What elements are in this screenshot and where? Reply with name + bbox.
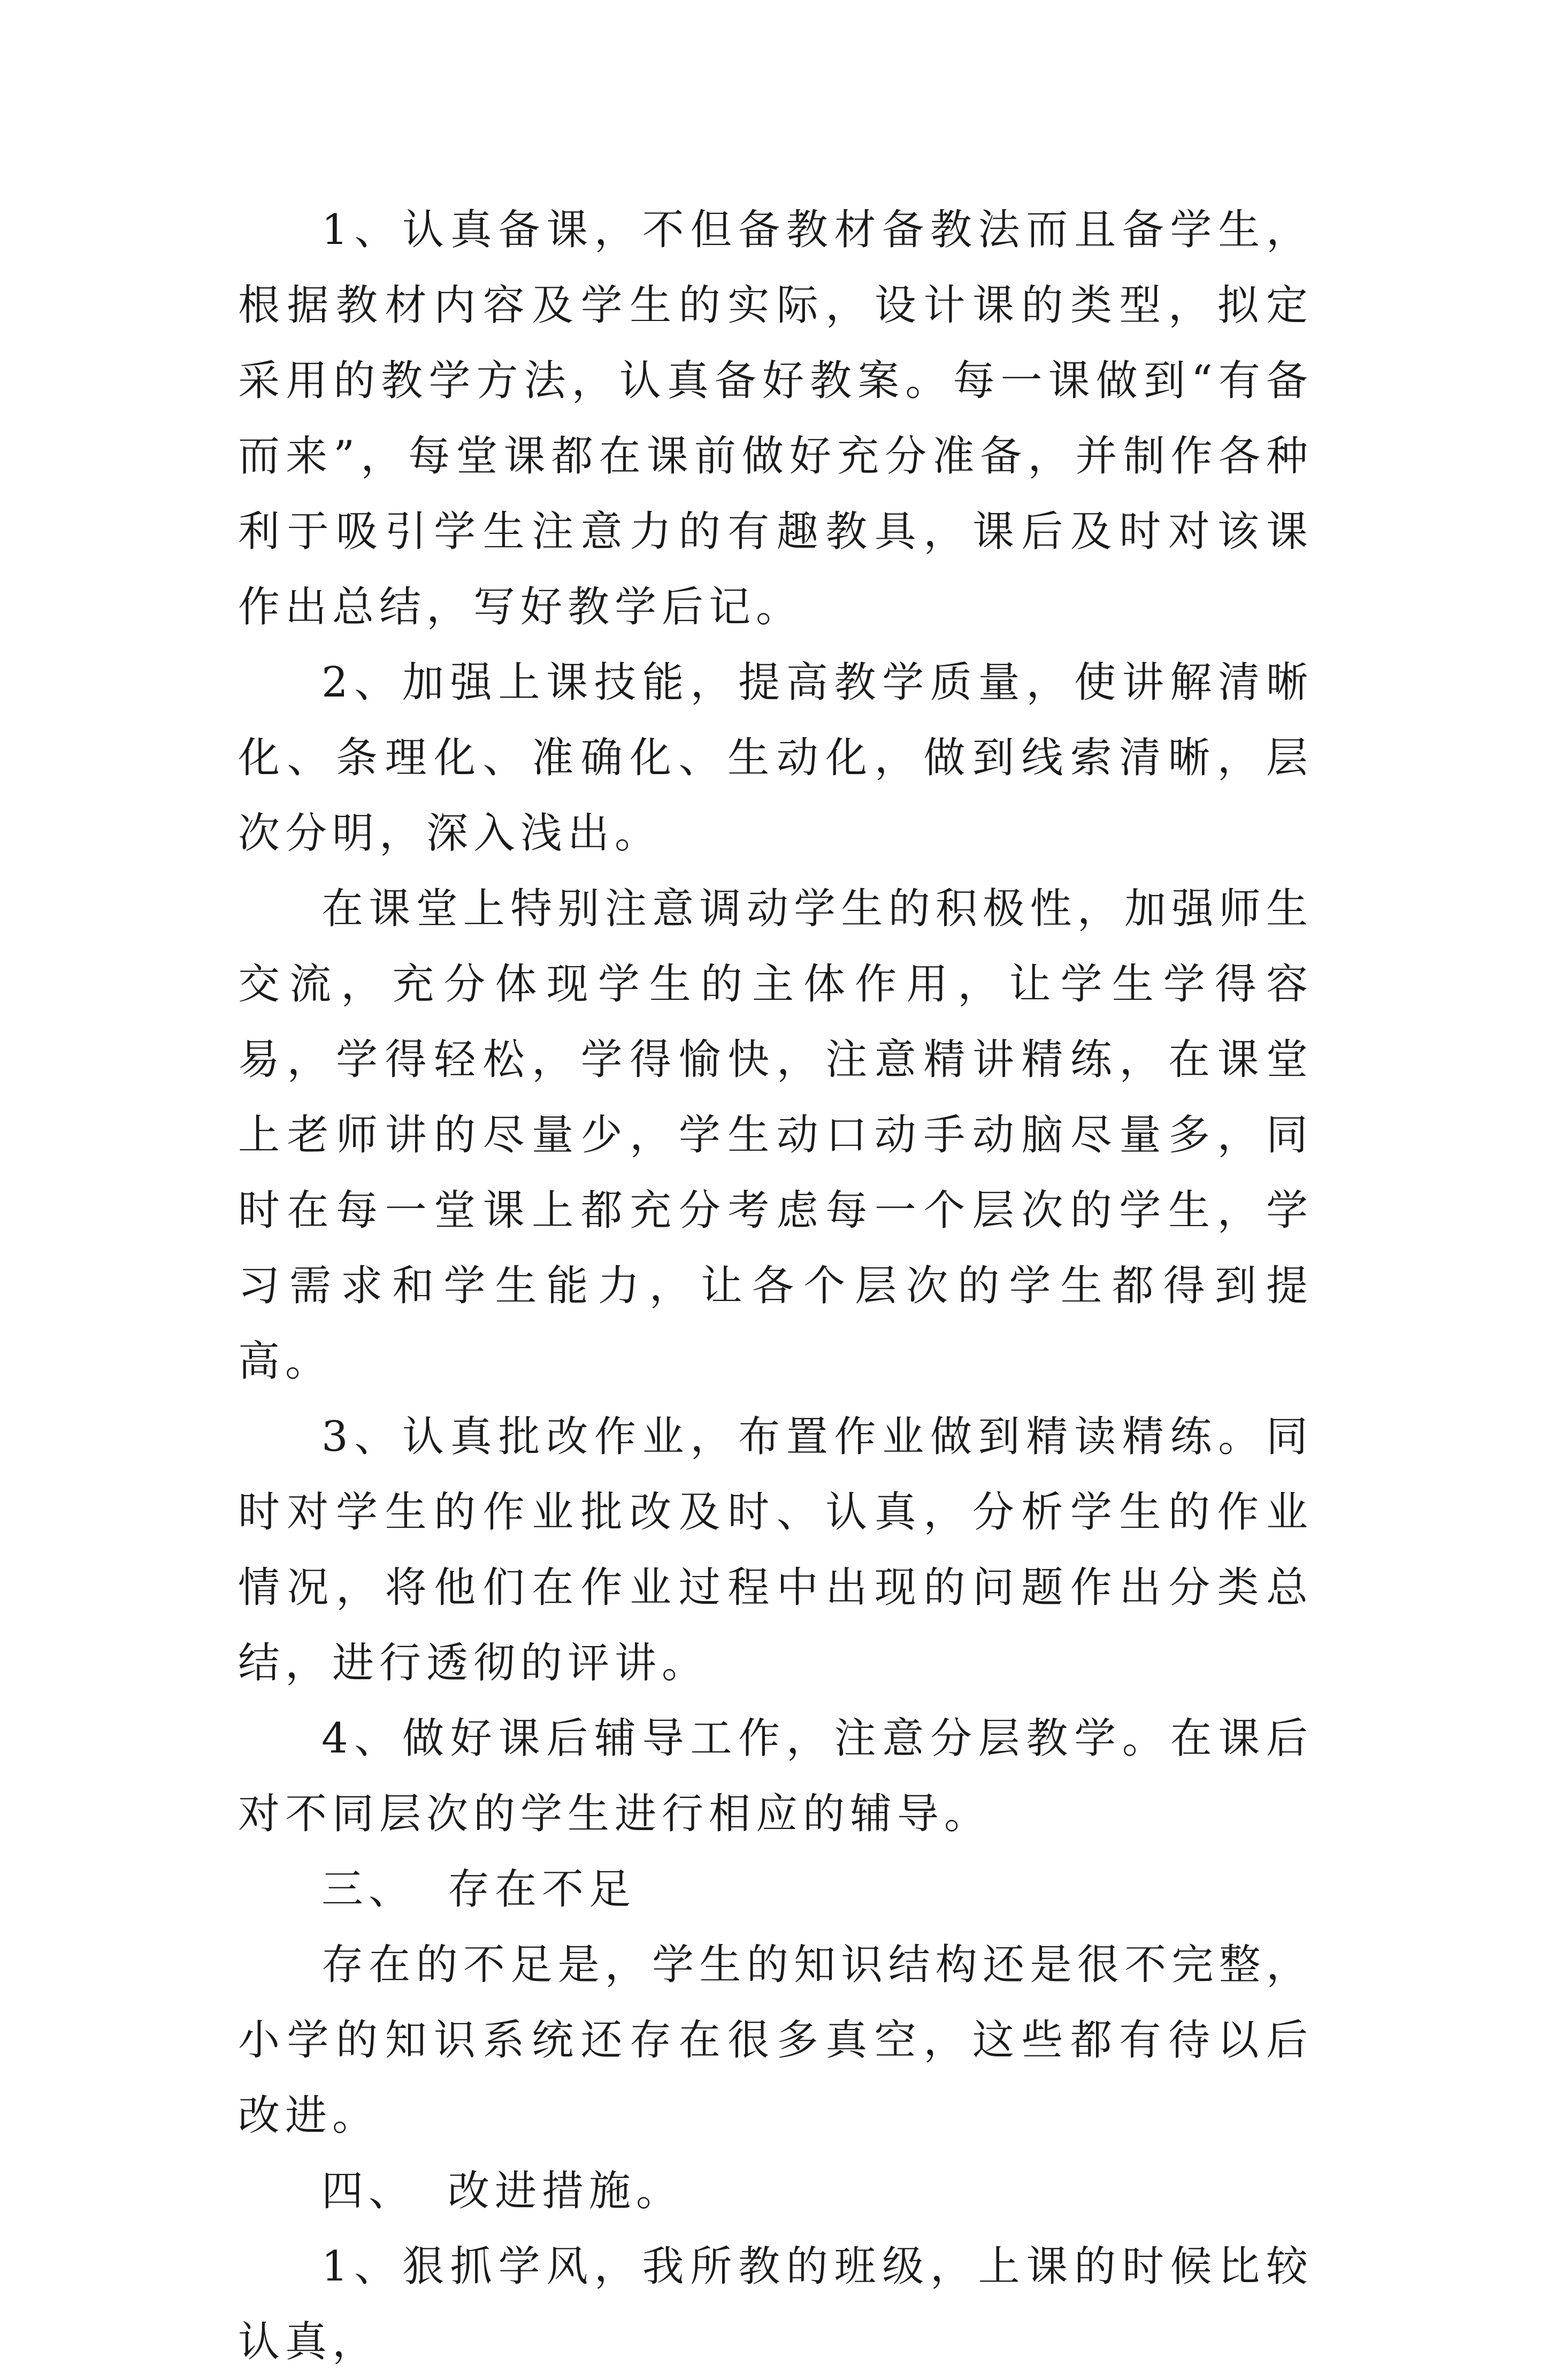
paragraph-shortcomings: 存在的不足是，学生的知识结构还是很不完整，小学的知识系统还存在很多真空，这些都有待以后改进。 <box>238 1941 1313 2140</box>
paragraph-improvement-study-style: 1、狠抓学风，我所教的班级，上课的时候比较认真， <box>238 2243 1313 2366</box>
section-heading-improvements <box>238 2154 1313 2229</box>
section-title: 存在不足 <box>448 1865 637 1914</box>
section-number: 三、 <box>321 1865 416 1914</box>
paragraph-after-class-tutoring: 4、做好课后辅导工作，注意分层教学。在课后对不同层次的学生进行相应的辅导。 <box>238 1715 1313 1838</box>
section-number: 四、 <box>321 2167 416 2215</box>
paragraph-lesson-preparation: 1、认真备课，不但备教材备教法而且备学生，根据教材内容及学生的实际，设计课的类型，拟定采用的教学方法，认真备好教案。每一课做到“有备而来”，每堂课都在课前做好充分准备，并制作各种利于吸引学生注意力的有趣教具，课后及时对该课作出总结，写好教学后记。 <box>238 206 1313 631</box>
document-body <box>238 193 1313 2380</box>
paragraph-teaching-skills: 2、加强上课技能，提高教学质量，使讲解清晰化、条理化、准确化、生动化，做到线索清晰，层次分明，深入浅出。 <box>238 659 1313 858</box>
paragraph-classroom-engagement: 在课堂上特别注意调动学生的积极性，加强师生交流，充分体现学生的主体作用，让学生学得容易，学得轻松，学得愉快，注意精讲精练，在课堂上老师讲的尽量少，学生动口动手动脑尽量多，同时在每一堂课上都充分考虑每一个层次的学生，学习需求和学生能力，让各个层次的学生都得到提高。 <box>238 885 1313 1386</box>
section-heading-shortcomings <box>238 1852 1313 1927</box>
section-title: 改进措施。 <box>448 2167 684 2215</box>
paragraph-homework-correction: 3、认真批改作业，布置作业做到精读精练。同时对学生的作业批改及时、认真，分析学生的作业情况，将他们在作业过程中出现的问题作出分类总结，进行透彻的评讲。 <box>238 1413 1313 1687</box>
